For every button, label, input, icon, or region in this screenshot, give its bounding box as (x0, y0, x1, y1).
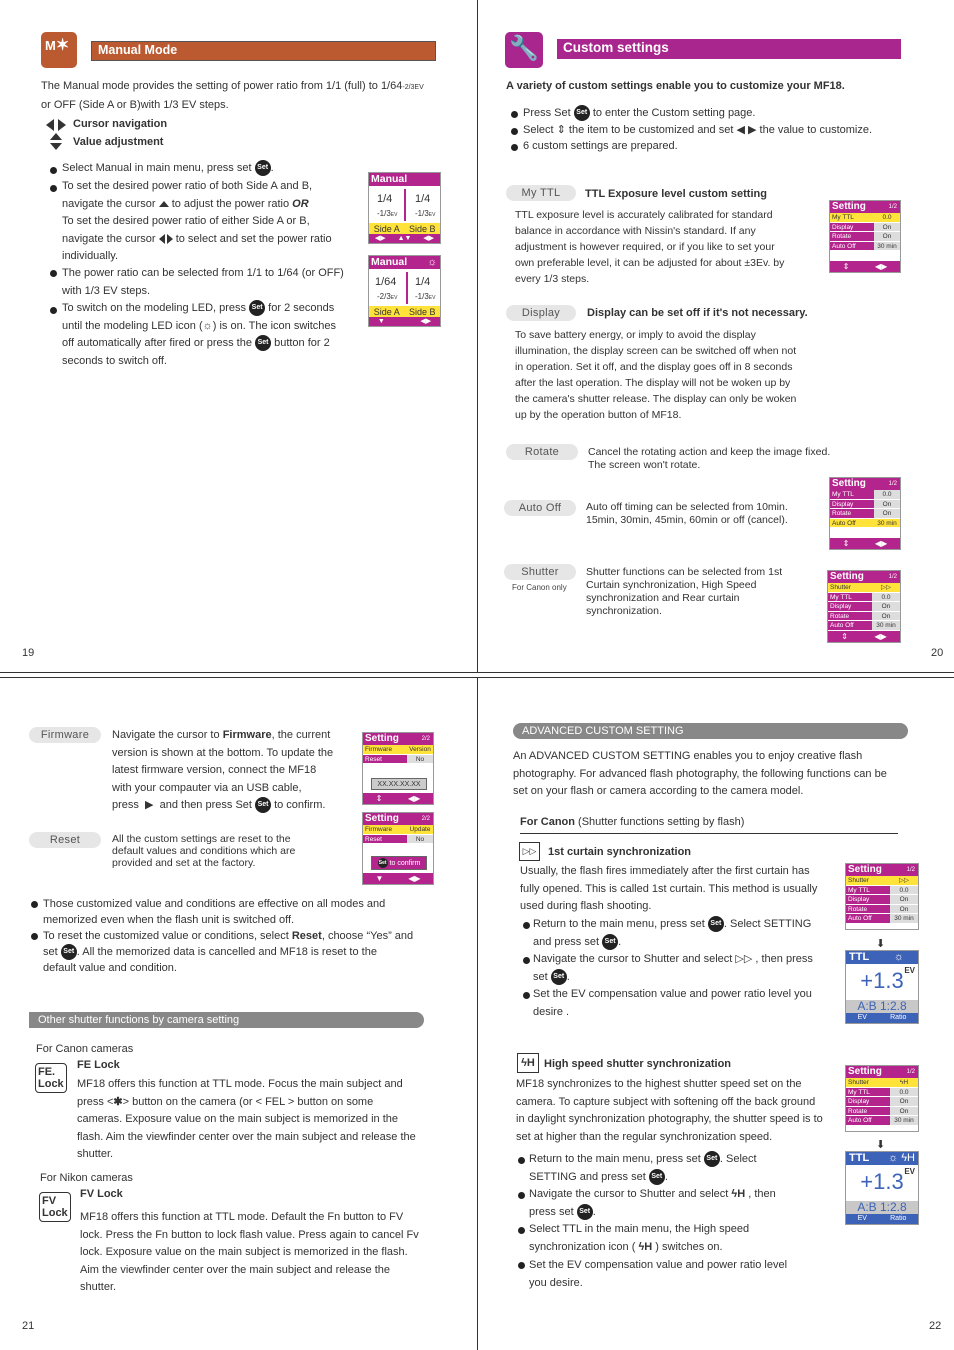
canon-cameras-label: For Canon cameras (36, 1043, 134, 1055)
p19-bullet-4: To switch on the modeling LED, press Set for 2 seconds until the modeling LED icon (☼) is on. The icon switches off automatically after fired or press the Set button for 2 seconds to switch off. (62, 302, 337, 367)
my-ttl-text: TTL exposure level is accurately calibrated for standard balance in accordance with Nissin's standard. If any adjustment is however required, or if you like to set your own preferable level, it can be adjusted for about ±3Ev. by every 1/3 steps. (515, 209, 785, 285)
fe-lock-icon: FE. Lock (35, 1063, 67, 1093)
s2-bullet-4: Set the EV compensation value and power ratio level you desire. (529, 1259, 788, 1289)
page-number: 22 (929, 1320, 942, 1332)
setting-screen-firmware: Setting 2/2 Firmware Version Reset No XX.XX.XX.XX ⇕ ◀▶ (362, 732, 434, 805)
up-down-icon: ⇕ (556, 124, 566, 136)
set-button-icon: Set (255, 335, 271, 351)
first-curtain-heading: 1st curtain synchronization (548, 846, 692, 858)
bullet (31, 933, 38, 940)
p19-bullet-1: Select Manual in main menu, press set Set . (62, 160, 362, 178)
first-curtain-text: Usually, the flash fires immediately after the first curtain has fully opened. This is called 1st curtain. This method is usually used during flash shooting. (520, 865, 818, 913)
auto-off-tag: Auto Off (504, 500, 576, 516)
page-number: 19 (22, 647, 35, 659)
first-curtain-icon: ▷▷ (519, 842, 540, 861)
other-shutter-bar: Other shutter functions by camera setting (29, 1012, 424, 1028)
fe-lock-heading: FE Lock (77, 1059, 120, 1071)
page-title: Custom settings (557, 39, 901, 59)
for-canon-heading: For Canon (Shutter functions setting by flash) (520, 814, 898, 834)
set-button-icon: Set (551, 969, 567, 985)
manual-screen-2: Manual ☼ 1/64 1/4 -2/3EV -1/3EV Side A Side B ▼ ◀▶ (368, 255, 441, 327)
ttl-screen-2: TTL ☼ ϟH +1.3 EV A:B 1:2.8 EV Ratio (845, 1151, 919, 1225)
s1-bullet-3: Set the EV compensation value and power ratio level you desire . (533, 988, 812, 1018)
down-arrow-icon: ⬇ (876, 1139, 886, 1151)
p21-bullet-2: To reset the customized value or conditions, select Reset, choose “Yes” and set Set . All the memorized data is cancelled and MF18 is reset to the default value and condition. (43, 930, 414, 975)
reset-text: All the custom settings are reset to the default values and conditions which are provided and set at the factory. (112, 833, 296, 869)
shutter-tag: Shutter (504, 564, 576, 580)
left-right-icon: ◀ ▶ (736, 124, 757, 136)
setting-screen-shutter-canon-2: Setting 1/2 Shutter ϟH My TTL 0.0 Display On Rotate On Auto Off 30 min (845, 1065, 919, 1132)
set-button-icon: Set (649, 1169, 665, 1185)
shutter-text: Shutter functions can be selected from 1st Curtain synchronization, High Speed synchronization and Rear curtain synchronization. (586, 566, 783, 617)
manual-mode-icon: M✶ (41, 32, 77, 68)
rotate-tag: Rotate (506, 444, 578, 460)
value-adjust-icon (50, 133, 62, 150)
set-button-icon: Set (708, 916, 724, 932)
bullet (50, 167, 57, 174)
s1-bullet-2: Navigate the cursor to Shutter and select ▷▷ , then press set Set . (533, 951, 833, 986)
bullet (518, 1192, 525, 1199)
set-button-icon: Set (255, 797, 271, 813)
p19-bullet-2: To set the desired power ratio of both Side A and B, navigate the cursor to adjust the power ratio OR To set the desired power ratio of either Side A or B, navigate the cursor to select and set the power ratio individually. (62, 180, 332, 263)
auto-off-text: Auto off timing can be selected from 10min. 15min, 30min, 45min, 60min or off (cancel). (586, 501, 788, 526)
firmware-tag: Firmware (29, 727, 101, 743)
bullet (511, 128, 518, 135)
set-button-icon: Set (574, 105, 590, 121)
bullet (523, 922, 530, 929)
set-button-icon: Set (255, 160, 271, 176)
cursor-nav-label: Cursor navigation (73, 118, 168, 130)
bullet (511, 111, 518, 118)
bullet (50, 307, 57, 314)
set-button-icon: Set (704, 1151, 720, 1167)
my-ttl-tag: My TTL (506, 185, 576, 201)
bullet (50, 270, 57, 277)
down-arrow-icon: ⬇ (876, 938, 886, 950)
setting-screen-shutter: Setting 1/2 Shutter ▷▷ My TTL 0.0 Display On Rotate On Auto Off 30 min ⇕ ◀▶ (827, 570, 901, 643)
rotate-text: Cancel the rotating action and keep the image fixed. The screen won't rotate. (588, 446, 831, 471)
s2-bullet-2: Navigate the cursor to Shutter and select ϟH , then press set Set . (529, 1186, 829, 1221)
first-curtain-icon: ▷▷ (735, 953, 753, 965)
bullet (518, 1157, 525, 1164)
firmware-text: Navigate the cursor to Firmware, the current version is shown at the bottom. To update the latest firmware version, connect the MF18 with your compauter via an USB cable, press ▶ and then press Set Set to confirm. (112, 727, 347, 815)
set-button-icon: Set (577, 1204, 593, 1220)
display-text: To save battery energy, or imply to avoid the display illumination, the display screen can be switched off when not in operation. Set it off, and the display goes off in 8 seconds after the last operation. The display will not be woken up by the camera's shutter release. The display can only be woken up by the operation button of MF18. (515, 329, 797, 421)
setting-screen-reset: Setting 2/2 Firmware Update Reset No Set to confirm ▼ ◀▶ (362, 812, 434, 885)
canon-only-note: For Canon only (512, 583, 567, 592)
set-button-icon: Set (602, 934, 618, 950)
s2-bullet-1: Return to the main menu, press set Set . Select SETTING and press set Set . (529, 1151, 829, 1186)
lead: A variety of custom settings enable you to customize your MF18. (506, 80, 845, 92)
setting-screen-myttl: Setting 1/2 My TTL 0.0 Display On Rotate On Auto Off 30 min ⇕ ◀▶ (829, 200, 901, 273)
right-arrow-icon: ▶ (141, 799, 157, 812)
high-speed-sync-icon: ϟH (517, 1053, 539, 1073)
p20-bullet-1: Press Set Set to enter the Custom setting page. (523, 105, 755, 123)
fv-lock-icon: FV Lock (39, 1192, 71, 1222)
p20-bullet-3: 6 custom settings are prepared. (523, 140, 678, 152)
high-speed-sync-icon: ϟH (638, 1240, 653, 1253)
ttl-screen-1: TTL ☼ +1.3 EV A:B 1:2.8 EV Ratio (845, 950, 919, 1024)
page-number: 20 (931, 647, 944, 659)
s2-bullet-3: Select TTL in the main menu, the High speed synchronization icon ( ϟH ) switches on. (529, 1223, 750, 1253)
bullet (523, 992, 530, 999)
s1-bullet-1: Return to the main menu, press set Set . Select SETTING and press set Set . (533, 916, 833, 951)
bullet (518, 1227, 525, 1234)
p21-bullet-1: Those customized value and conditions are effective on all modes and memorized even when the flash unit is switched off. (43, 898, 386, 926)
bullet (31, 901, 38, 908)
fe-lock-text: MF18 offers this function at TTL mode. Focus the main subject and press <✱> button on the camera (or < FEL > button on some cameras. Exposure value on the main subject is memorized in the flash. Aim the viewfinder center over the main subject and release the shutter. (77, 1078, 416, 1161)
asterisk-icon: ✱ (113, 1095, 123, 1108)
intro: The Manual mode provides the setting of power ratio from 1/1 (full) to 1/64-2/3EV or OFF (Side A or B)with 1/3 EV steps. (41, 80, 424, 111)
value-adjust-label: Value adjustment (73, 136, 164, 148)
page-number: 21 (22, 1320, 35, 1332)
page-title: Manual Mode (91, 41, 436, 61)
setting-screen-autooff: Setting 1/2 My TTL 0.0 Display On Rotate On Auto Off 30 min ⇕ ◀▶ (829, 477, 901, 550)
bullet (518, 1262, 525, 1269)
p20-bullet-2: Select ⇕ the item to be customized and set ◀ ▶ the value to customize. (523, 124, 873, 136)
high-speed-sync-icon: ϟH (731, 1188, 746, 1200)
p19-bullet-3: The power ratio can be selected from 1/1 to 1/64 (or OFF) with 1/3 EV steps. (62, 267, 344, 297)
cursor-nav-icon (46, 116, 66, 134)
up-down-icon (159, 201, 169, 207)
my-ttl-heading: TTL Exposure level custom setting (585, 188, 767, 200)
manual-screen-1: Manual 1/4 1/4 -1/3EV -1/3EV Side A Side B ◀▶ ▲▼ ◀▶ (368, 172, 441, 244)
set-button-icon: Set (61, 944, 77, 960)
bullet (50, 185, 57, 192)
setting-screen-shutter-canon-1: Setting 1/2 Shutter ▷▷ My TTL 0.0 Display On Rotate On Auto Off 30 min (845, 863, 919, 930)
fv-lock-text: MF18 offers this function at TTL mode. Default the Fn button to FV lock. Press the Fn button to lock flash value. Press again to cancel Fv lock. Exposure value on the main subject is memorized in the flash. Aim the viewfinder center over the main subject and release the shutter. (80, 1211, 419, 1294)
display-tag: Display (506, 305, 576, 321)
display-heading: Display can be set off if it's not necessary. (587, 307, 808, 319)
high-speed-text: MF18 synchronizes to the highest shutter speed set on the camera. To capture subject with softening off the back ground in daylight synchronization photography, the shutter speed is to set at higher than the regular synchronization speed. (516, 1078, 823, 1143)
advanced-intro: An ADVANCED CUSTOM SETTING enables you to enjoy creative flash photography. For advanced flash photography, the following functions can be set on your flash or camera according to the camera model. (513, 750, 887, 798)
advanced-custom-bar: ADVANCED CUSTOM SETTING (513, 723, 908, 739)
set-button-icon: Set (249, 300, 265, 316)
fv-lock-heading: FV Lock (80, 1188, 123, 1200)
bullet (511, 144, 518, 151)
high-speed-heading: High speed shutter synchronization (544, 1058, 732, 1070)
wrench-icon: 🔧 (505, 32, 543, 68)
nikon-cameras-label: For Nikon cameras (40, 1172, 133, 1184)
bullet (523, 957, 530, 964)
left-right-icon (159, 234, 165, 244)
modeling-led-icon: ☼ (202, 319, 213, 332)
reset-tag: Reset (29, 832, 101, 848)
